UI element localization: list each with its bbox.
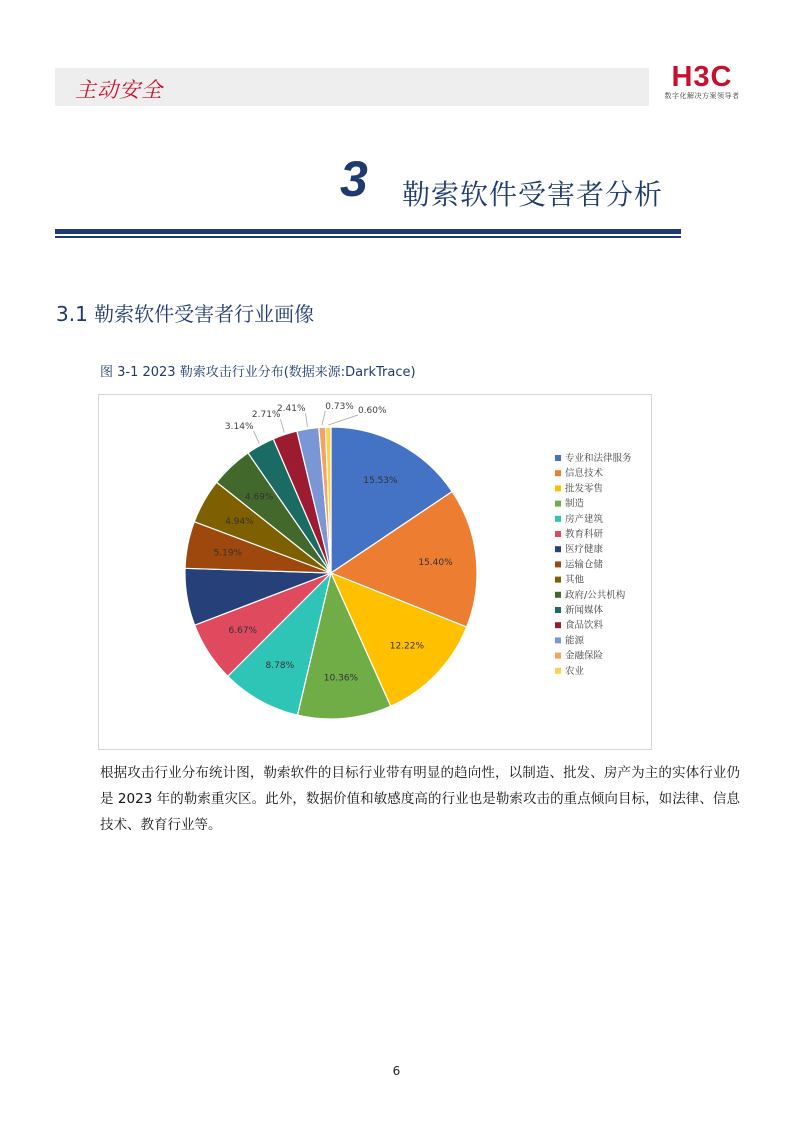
legend-label-1: 信息技术 <box>565 468 604 480</box>
body-paragraph: 根据攻击行业分布统计图，勒索软件的目标行业带有明显的趋向性，以制造、批发、房产为主的实体行业仍是 2023 年的勒索重灾区。此外，数据价值和敏感度高的行业也是勒索攻击的重点倾向目标，如法律、信息技术、教育行业等。 <box>100 765 740 833</box>
pie-data-label-5: 6.67% <box>228 626 258 637</box>
pie-data-label-12: 2.41% <box>276 404 306 415</box>
legend-label-12: 能源 <box>565 635 585 647</box>
logo-mark: H3C <box>671 61 733 93</box>
legend-label-5: 教育科研 <box>565 529 604 540</box>
pie-data-label-0: 15.53% <box>363 476 398 487</box>
pie-chart-panel <box>98 394 652 750</box>
legend-label-14: 农业 <box>565 665 585 677</box>
legend-swatch-6 <box>555 546 561 552</box>
leader-line-13 <box>322 411 325 425</box>
legend-swatch-1 <box>555 470 561 476</box>
legend-swatch-12 <box>555 637 561 643</box>
pie-data-label-7: 5.19% <box>213 548 243 559</box>
legend-label-13: 金融保险 <box>565 650 604 662</box>
h3c-logo <box>660 62 744 101</box>
leader-line-11 <box>280 419 284 432</box>
logo-tagline: 数字化解决方案领导者 <box>664 92 740 100</box>
chapter-number: 3 <box>340 151 368 207</box>
legend-label-3: 制造 <box>565 498 585 510</box>
pie-data-label-1: 15.40% <box>418 557 453 568</box>
legend-label-6: 医疗健康 <box>565 544 604 556</box>
pie-data-label-10: 3.14% <box>224 422 254 433</box>
pie-data-label-9: 4.69% <box>244 492 274 503</box>
legend-swatch-14 <box>555 668 561 674</box>
legend-swatch-2 <box>555 485 561 491</box>
pie-data-label-14: 0.60% <box>357 406 387 416</box>
legend-swatch-13 <box>555 653 561 659</box>
legend-swatch-10 <box>555 607 561 613</box>
legend-swatch-4 <box>555 516 561 522</box>
pie-data-label-11: 2.71% <box>251 410 281 421</box>
leader-line-14 <box>328 415 358 425</box>
chapter-rule-thin <box>55 236 681 238</box>
pie-data-label-2: 12.22% <box>389 641 425 652</box>
chapter-rule-thick <box>55 229 681 234</box>
pie-chart <box>99 395 651 749</box>
figure-caption: 图 3-1 2023 勒索攻击行业分布(数据来源:DarkTrace) <box>100 365 416 380</box>
legend-label-7: 运输仓储 <box>565 559 604 571</box>
legend-swatch-11 <box>555 622 561 628</box>
legend-label-9: 政府/公共机构 <box>565 589 626 601</box>
legend-swatch-7 <box>555 561 561 567</box>
page-number: 6 <box>392 1064 401 1078</box>
pie-data-label-8: 4.94% <box>225 517 254 528</box>
legend-swatch-9 <box>555 592 561 598</box>
pie-data-label-4: 8.78% <box>265 660 295 671</box>
legend-label-8: 其他 <box>565 574 585 586</box>
header-title: 主动安全 <box>75 78 163 102</box>
legend-swatch-3 <box>555 501 561 507</box>
legend-label-0: 专业和法律服务 <box>565 453 632 464</box>
legend-label-11: 食品饮料 <box>565 620 604 632</box>
section-title: 3.1 勒索软件受害者行业画像 <box>56 302 315 326</box>
chapter-title: 勒索软件受害者分析 <box>402 178 664 211</box>
legend-swatch-8 <box>555 577 561 583</box>
legend-label-4: 房产建筑 <box>565 513 604 525</box>
legend-label-2: 批发零售 <box>565 483 604 495</box>
legend-label-10: 新闻媒体 <box>565 605 604 616</box>
pie-data-label-3: 10.36% <box>323 673 359 684</box>
legend-swatch-5 <box>555 531 561 537</box>
leader-line-12 <box>306 413 308 427</box>
pie-data-label-13: 0.73% <box>325 402 354 412</box>
leader-line-10 <box>254 431 260 444</box>
legend-swatch-0 <box>555 455 561 461</box>
